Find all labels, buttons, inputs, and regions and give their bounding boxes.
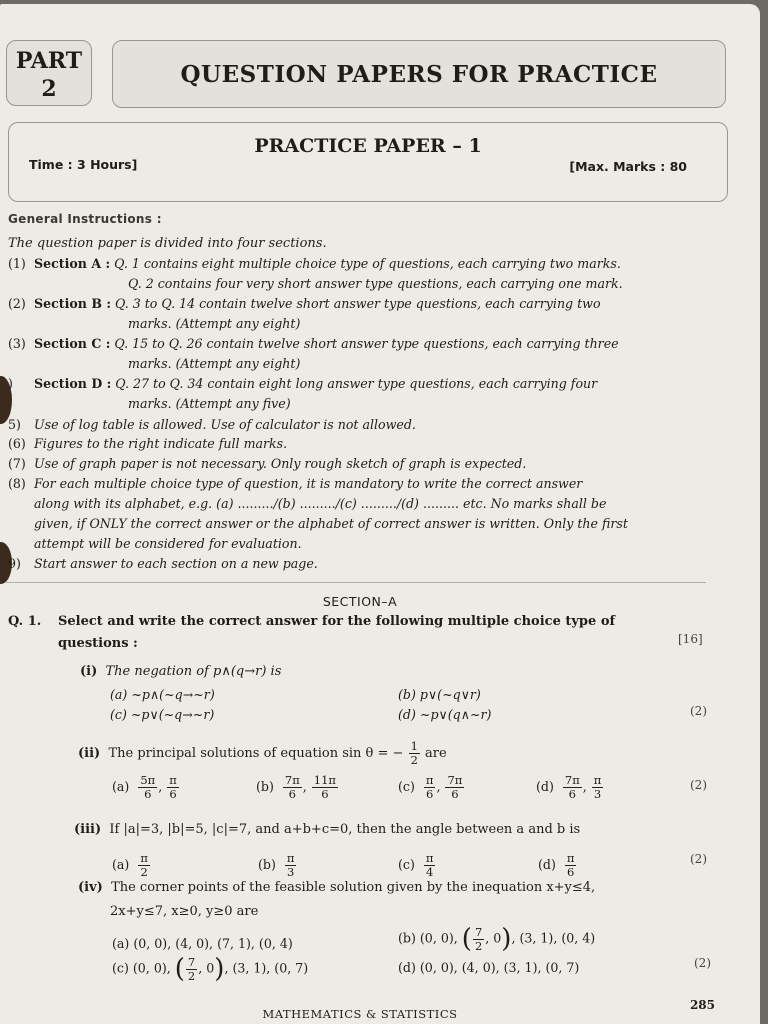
marks-i: (2) xyxy=(690,704,707,718)
part-label: PART xyxy=(15,48,83,74)
option-b: (b) $\frac{7\pi}{6}$ , $\frac{11\pi}{6}$ xyxy=(256,773,336,801)
question-number: Q. 1. xyxy=(8,614,42,629)
paper-time: Time : 3 Hours] xyxy=(29,157,138,172)
paper-max-marks: [Max. Marks : 80 xyxy=(569,159,687,174)
instruction-item: (1) Section A : Q. 1 contains eight multiple choice type of questions, each carrying two marks. Q. 2 contains four very short answer type questions, each carrying one mark. xyxy=(8,256,623,291)
paper-header-box xyxy=(8,122,728,202)
part-number: 2 xyxy=(41,76,57,102)
option-d: (d) $\frac{7\pi}{6}$ , $\frac{\pi}{3}$ xyxy=(536,773,602,801)
marks-iv: (2) xyxy=(694,956,711,970)
part-box xyxy=(6,40,92,106)
subquestion-i: (i) The negation of p∧(q→r) is xyxy=(80,664,282,679)
option-a: (a) (0, 0), (4, 0), (7, 1), (0, 4) xyxy=(112,936,293,951)
section-heading: SECTION–A xyxy=(322,594,398,609)
option-d: (d) (0, 0), (4, 0), (3, 1), (0, 7) xyxy=(398,960,580,975)
page xyxy=(0,4,760,1024)
instruction-item: (6) Figures to the right indicate full marks. xyxy=(8,436,288,451)
instruction-item: ) Section D : Q. 27 to Q. 34 contain eight long answer type questions, each carrying four marks. (Attempt any five) xyxy=(8,376,598,411)
marks-ii: (2) xyxy=(690,778,707,792)
subquestion-iii: (iii) If |a|=3, |b|=5, |c|=7, and a+b+c=0, then the angle between a and b is xyxy=(74,822,581,837)
paper-title: PRACTICE PAPER – 1 xyxy=(254,135,482,157)
option-d: (d) $\frac{\pi}{6}$ xyxy=(538,851,575,879)
instruction-item: (2) Section B : Q. 3 to Q. 14 contain twelve short answer type questions, each carrying two marks. (Attempt any eight) xyxy=(8,296,601,331)
option-c: (c) (0, 0), ( $\frac{7}{2}$ , 0), (3, 1), (0, 7) xyxy=(112,954,309,984)
option-b: (b) (0, 0), ( $\frac{7}{2}$ , 0), (3, 1), (0, 4) xyxy=(398,924,596,954)
instructions-intro: The question paper is divided into four sections. xyxy=(8,236,327,251)
option-d: (d) ~p∨(q∧~r) xyxy=(398,707,492,722)
divider xyxy=(6,582,706,583)
instruction-item: 5) Use of log table is allowed. Use of calculator is not allowed. xyxy=(8,417,416,432)
instruction-item: (8) For each multiple choice type of question, it is mandatory to write the correct answer along with its alphabet, e.g. (a) ........./(b) ........./(c) ........./(d) ......... etc. No marks shall be given, if ONLY the correct answer or the alphabet of correct answer is written. Only the first attempt will be considered for evaluation. xyxy=(8,476,628,551)
instruction-item: (7) Use of graph paper is not necessary. Only rough sketch of graph is expected. xyxy=(8,456,527,471)
subquestion-iv-cont: 2x+y≤7, x≥0, y≥0 are xyxy=(110,904,259,919)
option-a: (a) ~p∧(~q→~r) xyxy=(110,687,215,702)
question-marks: [16] xyxy=(678,632,703,646)
instruction-item: 9) Start answer to each section on a new page. xyxy=(8,556,318,571)
subquestion-iv: (iv) The corner points of the feasible solution given by the inequation x+y≤4, xyxy=(78,880,596,895)
page-number: 285 xyxy=(689,998,715,1012)
subquestion-ii: (ii) The principal solutions of equation sin θ = − $\frac{1}{2}$ are xyxy=(78,739,447,767)
page-title: QUESTION PAPERS FOR PRACTICE xyxy=(112,40,726,108)
option-b: (b) $\frac{\pi}{3}$ xyxy=(258,851,295,879)
question-text-cont: questions : xyxy=(58,636,138,651)
option-b: (b) p∨(~q∨r) xyxy=(398,687,481,702)
marks-iii: (2) xyxy=(690,852,707,866)
footer-subject: MATHEMATICS & STATISTICS xyxy=(262,1007,458,1021)
instruction-item: (3) Section C : Q. 15 to Q. 26 contain twelve short answer type questions, each carrying three marks. (Attempt any eight) xyxy=(8,336,619,371)
option-c: (c) $\frac{\pi}{6}$ , $\frac{7\pi}{6}$ xyxy=(398,773,463,801)
question-text: Select and write the correct answer for the following multiple choice type of xyxy=(58,614,616,629)
option-c: (c) $\frac{\pi}{4}$ xyxy=(398,851,434,879)
option-c: (c) ~p∨(~q→~r) xyxy=(110,707,215,722)
instructions-heading: General Instructions : xyxy=(8,212,162,226)
option-a: (a) $\frac{5\pi}{6}$ , $\frac{\pi}{6}$ xyxy=(112,773,177,801)
option-a: (a) $\frac{\pi}{2}$ xyxy=(112,851,148,879)
